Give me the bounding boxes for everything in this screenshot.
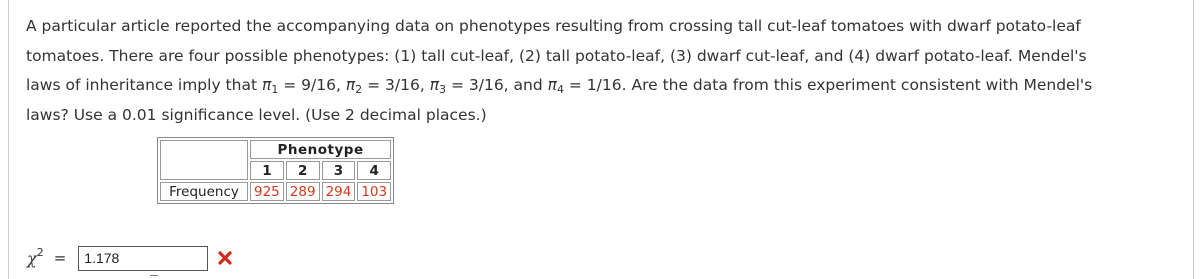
question-line-3: laws of inheritance imply that $\pi_1 = 9/16$, $\pi_2 = 3/16$, $\pi_3 = 3/16$, and $\pi_4 = 1/16$. Are the data from this experiment consistent with Mendel's bbox=[26, 76, 1093, 96]
table-cell: 294 bbox=[322, 182, 356, 201]
question-line-2: tomatoes. There are four possible phenotypes: (1) tall cut-leaf, (2) tall potato-leaf, (3) dwarf cut-leaf, and (4) dwarf potato-leaf. Mendel's bbox=[26, 46, 1087, 65]
cross-icon bbox=[217, 250, 233, 266]
divider bbox=[150, 275, 158, 276]
table-cell: 925 bbox=[250, 182, 284, 201]
chi-square-label: $\chi^2$ bbox=[27, 245, 44, 268]
table-row bbox=[160, 182, 391, 201]
table-cell: 103 bbox=[357, 182, 391, 201]
answer-row bbox=[27, 245, 233, 271]
question-text bbox=[26, 12, 1186, 130]
table-header-phenotype: Phenotype bbox=[250, 140, 391, 159]
table-column-header: 3 bbox=[322, 161, 356, 180]
question-line-1: A particular article reported the accompanying data on phenotypes resulting from crossing tall cut-leaf tomatoes with dwarf potato-leaf bbox=[26, 17, 1081, 35]
question-line-4: laws? Use a 0.01 significance level. (Use 2 decimal places.) bbox=[26, 105, 487, 124]
table-column-header: 4 bbox=[357, 161, 391, 180]
phenotype-frequency-table bbox=[157, 137, 394, 204]
table-row-label: Frequency bbox=[160, 182, 248, 201]
table-corner-cell bbox=[160, 140, 248, 180]
table-column-header: 1 bbox=[250, 161, 284, 180]
equals-sign: = bbox=[53, 249, 67, 267]
chi-square-answer-input[interactable]: 1.178 bbox=[78, 246, 208, 271]
table-column-header: 2 bbox=[286, 161, 320, 180]
table-cell: 289 bbox=[286, 182, 320, 201]
